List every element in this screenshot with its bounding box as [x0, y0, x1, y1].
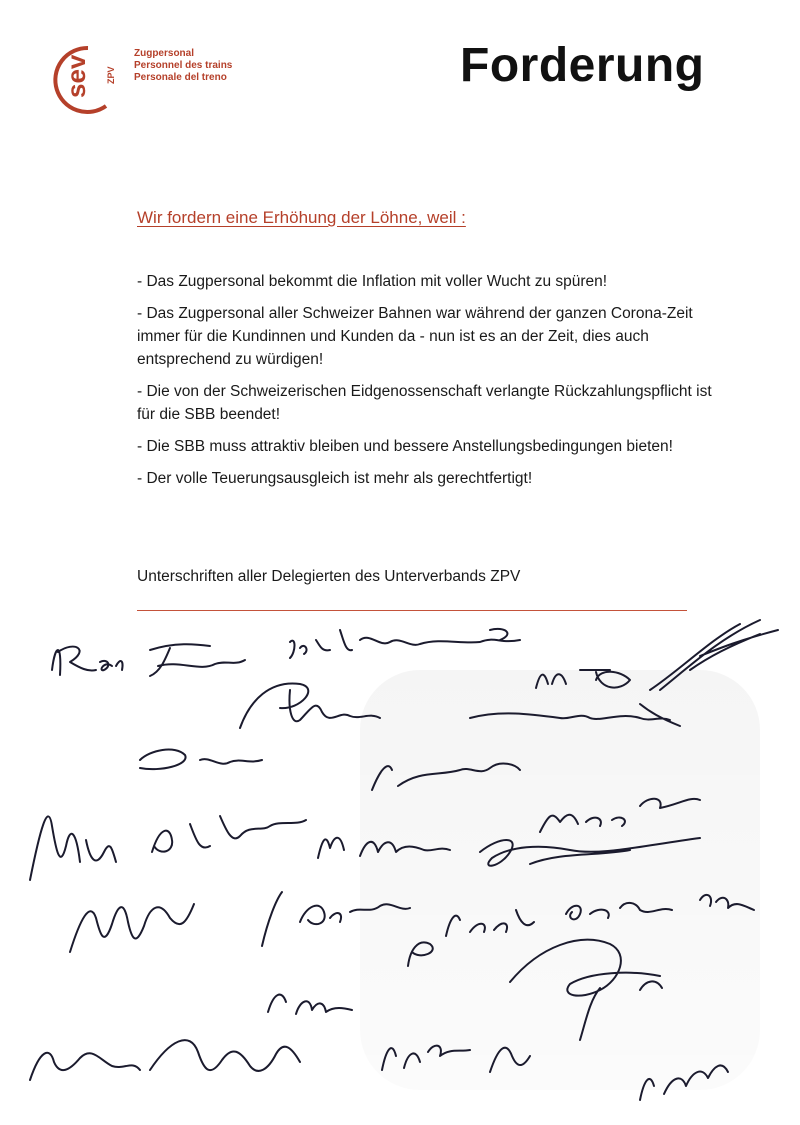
signature-14 [480, 838, 700, 866]
signature-10 [540, 799, 700, 832]
organization-names [134, 48, 232, 84]
org-name-it: Personale del treno [134, 72, 227, 83]
page-title: Forderung [460, 39, 705, 92]
signatures-area [0, 600, 800, 1125]
signature-9 [372, 764, 520, 790]
reason-item: - Der volle Teuerungsausgleich ist mehr als gerechtfertigt! [137, 470, 533, 487]
org-name-fr: Personnel des trains [134, 60, 233, 71]
signature-18 [566, 903, 672, 919]
signature-21 [510, 940, 662, 1040]
signature-13 [318, 838, 450, 858]
logo-sub: ZPV [106, 66, 116, 84]
reasons-list [137, 270, 722, 499]
signature-7 [470, 704, 680, 726]
logo-text: sev [61, 54, 91, 98]
signature-caption: Unterschriften aller Delegierten des Unterverbands ZPV [137, 568, 521, 585]
reason-item: - Das Zugpersonal aller Schweizer Bahnen war während der ganzen Corona-Zeit immer für die Kundinnen und Kunden da - nun ist es an der Zeit, dies auch entsprechend zu würdigen! [137, 305, 693, 368]
reason-item: - Die von der Schweizerischen Eidgenossenschaft verlangte Rückzahlungspflicht ist für die SBB beendet! [137, 383, 712, 423]
signature-4 [536, 670, 630, 688]
intro-heading: Wir fordern eine Erhöhung der Löhne, weil : [137, 208, 466, 227]
signature-24 [382, 1046, 530, 1072]
signature-1 [52, 647, 123, 675]
reason-item: - Die SBB muss attraktiv bleiben und bessere Anstellungsbedingungen bieten! [137, 438, 673, 455]
signature-20 [268, 995, 352, 1014]
signature-3 [290, 629, 520, 658]
signature-25 [640, 1065, 728, 1100]
signature-8 [140, 750, 262, 770]
signature-17 [408, 910, 534, 966]
reason-item: - Das Zugpersonal bekommt die Inflation mit voller Wucht zu spüren! [137, 273, 608, 290]
org-name-de: Zugpersonal [134, 48, 195, 59]
signature-11 [30, 816, 116, 880]
signature-2 [150, 644, 245, 676]
sev-logo [44, 40, 124, 120]
signature-22 [30, 1053, 140, 1080]
signature-12 [152, 816, 306, 852]
signature-6 [240, 683, 380, 728]
signature-16 [262, 892, 410, 946]
signature-15 [70, 904, 194, 952]
signature-5 [650, 620, 778, 690]
signature-23 [150, 1040, 300, 1071]
signature-19 [700, 895, 754, 910]
